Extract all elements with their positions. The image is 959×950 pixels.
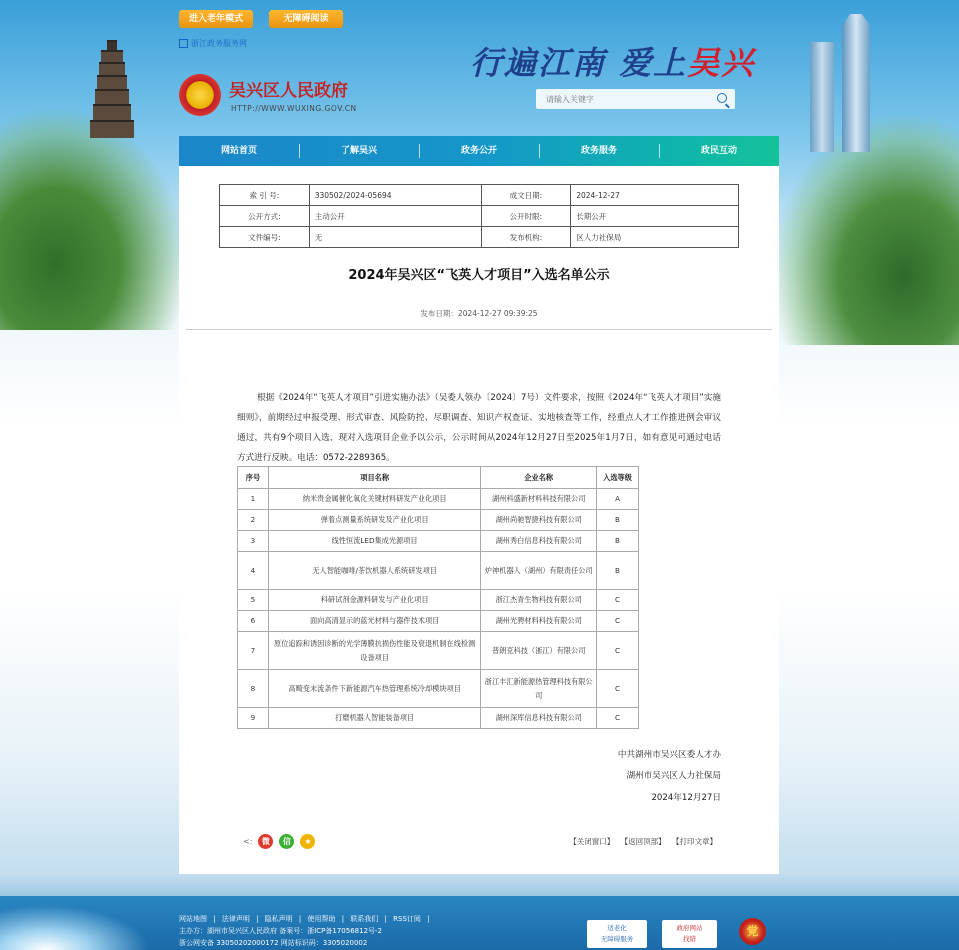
table-row	[238, 489, 639, 510]
site-url: HTTP://WWW.WUXING.GOV.CN	[231, 104, 357, 113]
wechat-icon[interactable]: 信	[279, 834, 294, 849]
site-title[interactable]: 吴兴区人民政府	[229, 81, 348, 101]
weibo-icon[interactable]: 微	[258, 834, 273, 849]
table-row	[238, 552, 639, 590]
cell-level: C	[597, 708, 639, 729]
footer-separator: |	[427, 915, 430, 923]
meta-value: 区人力社保局	[571, 227, 739, 248]
gov-website-error-badge[interactable]	[662, 920, 717, 948]
badge-text: 适老化	[607, 924, 627, 932]
selected-projects-table	[237, 466, 639, 729]
slogan	[470, 38, 755, 84]
column-header: 入选等级	[597, 467, 639, 489]
column-header: 企业名称	[481, 467, 597, 489]
footer-link-rss[interactable]: RSS订阅	[393, 915, 421, 923]
footer-link-sitemap[interactable]: 网站地图	[179, 915, 207, 923]
elder-mode-button[interactable]: 进入老年模式	[179, 10, 253, 28]
footer-separator: |	[341, 915, 345, 923]
table-row	[238, 670, 639, 708]
signature-date: 2024年12月27日	[651, 793, 721, 803]
meta-value: 长期公开	[571, 206, 739, 227]
meta-value: 主动公开	[309, 206, 481, 227]
document-meta-table	[219, 184, 739, 248]
table-row	[238, 531, 639, 552]
slogan-text: 行遍江南 爱上	[470, 44, 688, 82]
share-icon: <:	[243, 837, 253, 846]
cell-company: 炉神机器人（湖州）有限责任公司	[481, 552, 597, 590]
cell-company: 湖州光骋材料科技有限公司	[481, 611, 597, 632]
cell-company: 浙江丰汇新能源热管理科技有限公司	[481, 670, 597, 708]
cell-level: B	[597, 510, 639, 531]
footer-host-info: 主办方：湖州市吴兴区人民政府 备案号：浙ICP备17056812号-2	[179, 927, 383, 935]
meta-label: 公开时限:	[481, 206, 571, 227]
gov-link-label: 浙江政务服务网	[191, 39, 247, 48]
zhejiang-gov-service-link[interactable]	[179, 38, 247, 49]
wave-decoration	[0, 905, 150, 950]
cell-no: 2	[238, 510, 269, 531]
cell-company: 普朗克科技（浙江）有限公司	[481, 632, 597, 670]
cell-no: 3	[238, 531, 269, 552]
cell-company: 湖州科盛新材料科技有限公司	[481, 489, 597, 510]
accessible-reading-button[interactable]: 无障碍阅读	[269, 10, 343, 28]
cell-no: 8	[238, 670, 269, 708]
divider	[186, 329, 772, 330]
nav-about-wuxing[interactable]: 了解吴兴	[299, 136, 419, 166]
main-nav	[179, 136, 779, 166]
cell-project: 弹着点测量系统研发及产业化项目	[268, 510, 480, 531]
cell-level: C	[597, 670, 639, 708]
badge-text: 无障碍服务	[600, 935, 634, 943]
cell-level: B	[597, 531, 639, 552]
cell-no: 7	[238, 632, 269, 670]
footer-separator: |	[213, 915, 216, 923]
cell-project: 高畸变末流条件下新能源汽车热管理系统冷却模块项目	[268, 670, 480, 708]
cell-level: C	[597, 611, 639, 632]
footer-link-privacy[interactable]: 隐私声明	[264, 915, 293, 923]
meta-label: 成文日期:	[481, 185, 571, 206]
cell-company: 浙江杰青生物科技有限公司	[481, 590, 597, 611]
column-header: 项目名称	[268, 467, 480, 489]
table-row	[238, 510, 639, 531]
meta-label: 文件编号:	[220, 227, 310, 248]
cell-project: 科研试剂金源料研发与产业化项目	[268, 590, 480, 611]
meta-value: 无	[309, 227, 481, 248]
cell-no: 5	[238, 590, 269, 611]
cell-no: 4	[238, 552, 269, 590]
cell-project: 打磨机器人智能装备项目	[268, 708, 480, 729]
search-input[interactable]	[536, 89, 706, 109]
cell-company: 湖州秀白信息科技有限公司	[481, 531, 597, 552]
meta-value: 330502/2024-05694	[309, 185, 481, 206]
back-to-top-link[interactable]: 【返回顶部】	[620, 837, 666, 846]
cell-level: C	[597, 632, 639, 670]
publish-date: 发布日期：2024-12-27 09:39:25	[420, 309, 538, 318]
cell-level: A	[597, 489, 639, 510]
nav-gov-services[interactable]: 政务服务	[539, 136, 659, 166]
meta-label: 索 引 号:	[220, 185, 310, 206]
meta-value: 2024-12-27	[571, 185, 739, 206]
footer-links	[179, 913, 579, 925]
cell-no: 6	[238, 611, 269, 632]
print-article-link[interactable]: 【打印文章】	[672, 837, 717, 846]
footer-link-help[interactable]: 使用帮助	[307, 915, 336, 923]
footer-separator: |	[298, 915, 302, 923]
cell-company: 湖州尚驰智捷科技有限公司	[481, 510, 597, 531]
table-row	[238, 611, 639, 632]
badge-text: 找错	[683, 935, 696, 943]
pagoda-illustration	[90, 40, 134, 150]
footer-link-contact[interactable]: 联系我们	[350, 915, 379, 923]
cell-project: 无人智能咖啡/茶饮机器人系统研发项目	[268, 552, 480, 590]
footer-separator: |	[256, 915, 259, 923]
footer-link-legal[interactable]: 法律声明	[221, 915, 250, 923]
meta-label: 公开方式:	[220, 206, 310, 227]
cell-project: 原位追踪和诱因诊断的光学薄膜抗损伤性能及衰退机制在线检测设备项目	[268, 632, 480, 670]
qzone-icon[interactable]: ★	[300, 834, 315, 849]
footer-separator: |	[384, 915, 387, 923]
party-emblem-icon[interactable]: 党	[739, 918, 766, 945]
cell-no: 9	[238, 708, 269, 729]
table-row	[238, 590, 639, 611]
badge-text: 政府网站	[676, 924, 703, 932]
link-icon	[179, 39, 188, 48]
table-row	[238, 708, 639, 729]
table-header-row	[238, 467, 639, 489]
signature-org-talent: 中共湖州市吴兴区委人才办	[617, 750, 721, 760]
cell-company: 湖州深库信息科技有限公司	[481, 708, 597, 729]
column-header: 序号	[238, 467, 269, 489]
cell-level: C	[597, 590, 639, 611]
cell-project: 面向高清显示的蓝光材料与器件技术项目	[268, 611, 480, 632]
nav-gov-affairs[interactable]: 政务公开	[419, 136, 539, 166]
search-icon[interactable]	[717, 93, 727, 103]
article-panel	[179, 166, 779, 874]
skyscraper-illustration	[800, 12, 880, 152]
search-box	[536, 89, 735, 109]
article-title: 2024年吴兴区“飞英人才项目”入选名单公示	[348, 268, 610, 283]
cell-no: 1	[238, 489, 269, 510]
nav-home[interactable]: 网站首页	[220, 146, 257, 156]
cell-level: B	[597, 552, 639, 590]
article-actions	[565, 836, 717, 847]
close-window-link[interactable]: 【关闭窗口】	[569, 837, 615, 846]
elder-accessibility-badge[interactable]	[587, 920, 647, 948]
slogan-highlight: 吴兴	[687, 44, 756, 82]
meta-label: 发布机构:	[481, 227, 571, 248]
site-footer	[179, 913, 579, 949]
share-bar	[243, 834, 315, 849]
table-row	[238, 632, 639, 670]
national-emblem-icon	[179, 74, 221, 116]
article-body: 根据《2024年“飞英人才项目”引进实施办法》（吴委人领办〔2024〕7号）文件要求，按照《2024年“飞英人才项目”实施细则》，前期经过申报受理、形式审查、风险防控、尽职调查、知识产权查证、实地核查等工作，经重点人才工作推进例会审议通过，共有9个项目入选，现对入选项目企业予以公示，公示时间从2024年12月27日至2025年1月7日，如有意见可通过电话方式进行反映。电话：0572-2289365。	[237, 393, 721, 463]
cell-project: 线性恒流LED集成光源项目	[268, 531, 480, 552]
cell-project: 纳米贵金属催化氧化关键材料研发产业化项目	[268, 489, 480, 510]
nav-interaction[interactable]: 政民互动	[659, 136, 779, 166]
signature-org-hr: 湖州市吴兴区人力社保局	[626, 771, 721, 781]
footer-police-record: 浙公网安备 33050202000172 网站标识码：3305020002	[179, 939, 368, 947]
